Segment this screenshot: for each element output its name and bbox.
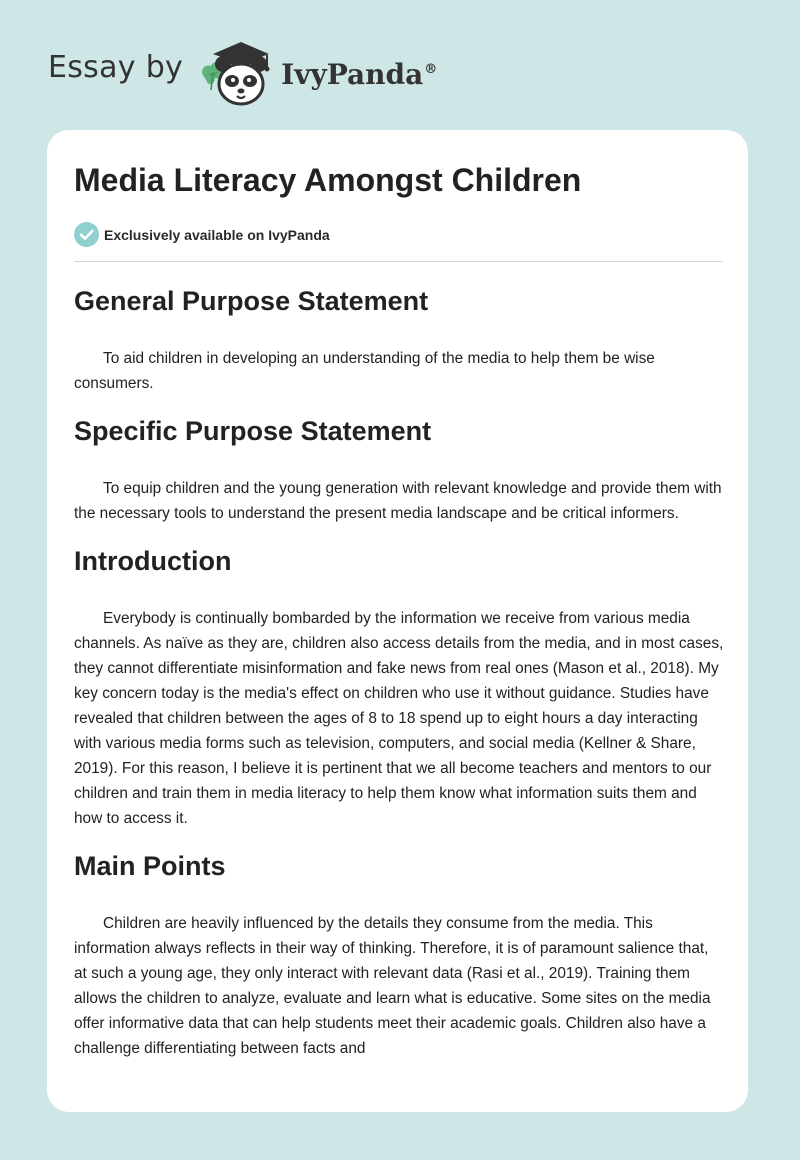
section-paragraph: Children are heavily influenced by the details they consume from the media. This information always reflects in their way of thinking. Therefore, it is of paramount salience that, at such a young age, they only interact with relevant data (Rasi et al., 2019). Training them allows the children to analyze, evaluate and learn what is educative. Some sites on the media offer informative data that can help students meet their academic goals. Children also have a challenge differentiating between facts and [74, 915, 711, 1057]
section-heading: Introduction [74, 546, 232, 576]
exclusive-badge-text: Exclusively available on IvyPanda [104, 226, 330, 243]
brand-header [48, 34, 437, 110]
registered-mark: ® [424, 62, 438, 78]
exclusive-badge [74, 222, 330, 247]
section-specific-purpose [74, 410, 724, 526]
panda-graduation-cap-logo-icon [195, 34, 287, 110]
check-circle-icon [74, 222, 99, 247]
essay-card [47, 130, 748, 1112]
divider [74, 261, 723, 262]
brand-name: IvyPanda® [281, 57, 438, 91]
section-main-points [74, 845, 724, 1061]
page-title: Media Literacy Amongst Children [74, 162, 582, 198]
section-paragraph: Everybody is continually bombarded by the information we receive from various media channels. As naïve as they are, children also access details from the media, and in most cases, they cannot differentiate misinformation and fake news from real ones (Mason et al., 2018). My key concern today is the media's effect on children who use it without guidance. Studies have revealed that children between the ages of 8 to 18 spend up to eight hours a day interacting with various media forms such as television, computers, and social media (Kellner & Share, 2019). For this reason, I believe it is pertinent that we all become teachers and mentors to our children and train them in media literacy to help them know what information suits them and how to access it. [74, 610, 724, 827]
brand-prefix: Essay by [48, 49, 184, 85]
section-paragraph: To aid children in developing an understanding of the media to help them be wise consumers. [74, 350, 655, 392]
section-introduction [74, 540, 724, 831]
section-paragraph: To equip children and the young generation with relevant knowledge and provide them with the necessary tools to understand the present media landscape and be critical informers. [74, 480, 722, 522]
section-heading: Specific Purpose Statement [74, 416, 432, 446]
section-heading: General Purpose Statement [74, 286, 429, 316]
essay-body [74, 280, 724, 1075]
section-general-purpose [74, 280, 724, 396]
section-heading: Main Points [74, 851, 226, 881]
